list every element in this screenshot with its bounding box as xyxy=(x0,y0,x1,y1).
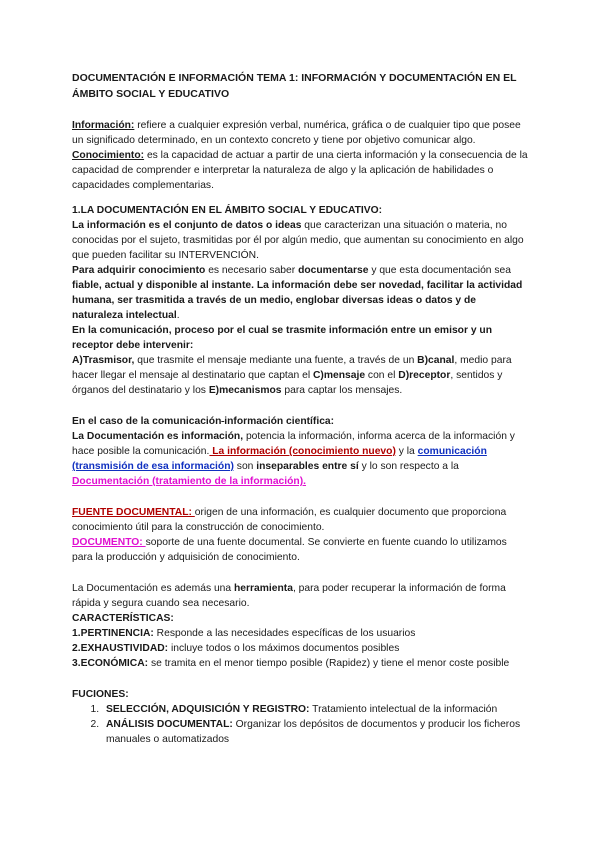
document-page xyxy=(72,70,528,747)
list-item xyxy=(102,702,528,717)
bold-text: documentarse xyxy=(298,265,369,276)
item-text: Responde a las necesidades específicas de los usuarios xyxy=(153,628,416,639)
text: potencia la información, informa acerca de la información y hace posible la comunicación. xyxy=(72,431,515,457)
text: y la xyxy=(395,446,418,457)
item-term: 3.ECONÓMICA: xyxy=(72,658,149,669)
heading-text: información científica: xyxy=(224,416,335,427)
item-text: incluye todos o los máximos documentos posibles xyxy=(168,643,400,654)
definition-text: refiere a cualquier expresión verbal, numérica, gráfica o de cualquier tipo que posee un significado determinado, en un contexto concreto y tiene por objetivo comunicar algo. xyxy=(72,120,521,146)
text: , medio para hacer llegar el mensaje al destinatario que captan el xyxy=(72,355,512,381)
definition-conocimiento xyxy=(72,148,528,193)
text: , para poder recuperar la información de forma rápida y segura cuando sea necesario. xyxy=(72,583,506,609)
bold-text: fiable, actual y disponible al instante. La información debe ser novedad, facilitar la actividad humana, ser trasmitida a través de un medio, englobar diversas ideas o datos y de naturaleza intelectual xyxy=(72,280,523,321)
paragraph xyxy=(72,429,528,489)
item-text: Tratamiento intelectual de la información xyxy=(309,704,498,715)
text: es necesario saber xyxy=(205,265,299,276)
list-item xyxy=(72,656,528,671)
highlight-magenta: Documentación (tratamiento de la información). xyxy=(72,476,306,487)
text: con el xyxy=(365,370,399,381)
item-text: Organizar los depósitos de documentos y producir los ficheros manuales o automatizados xyxy=(106,719,521,745)
bold-text: D)receptor xyxy=(398,370,451,381)
definition-text: es la capacidad de actuar a partir de una cierta información y la consecuencia de la capacidad de comprender e interpretar la naturaleza de algo y la aplicación de habilidades o capacidades complementarias. xyxy=(72,150,528,191)
heading-text: En el caso de la comunicación xyxy=(72,416,222,427)
term-conocimiento: Conocimiento: xyxy=(72,150,145,161)
bold-text: inseparables entre sí xyxy=(256,461,359,472)
paragraph xyxy=(72,353,528,398)
bold-text: A)Trasmisor, xyxy=(72,355,135,366)
text: y que esta documentación sea xyxy=(368,265,511,276)
paragraph: En la comunicación, proceso por el cual se trasmite información entre un emisor y un receptor debe intervenir: xyxy=(72,325,492,351)
bold-text: B)canal xyxy=(417,355,455,366)
text: . xyxy=(176,310,180,321)
section-heading-1: 1.LA DOCUMENTACIÓN EN EL ÁMBITO SOCIAL Y EDUCATIVO: xyxy=(72,205,383,216)
item-text: se tramita en el menor tiempo posible (Rapidez) y tiene el menor coste posible xyxy=(148,658,510,669)
term-informacion: Información: xyxy=(72,120,135,131)
text: La Documentación es además una xyxy=(72,583,234,594)
bold-text: La Documentación es información, xyxy=(72,431,244,442)
item-term: SELECCIÓN, ADQUISICIÓN Y REGISTRO: xyxy=(106,704,310,715)
paragraph xyxy=(72,218,528,263)
bold-text: E)mecanismos xyxy=(208,385,282,396)
highlight-red: La información (conocimiento nuevo) xyxy=(209,446,396,457)
term-documento: DOCUMENTO: xyxy=(72,537,146,548)
item-term: 2.EXHAUSTIVIDAD: xyxy=(72,643,169,654)
list-item xyxy=(72,641,528,656)
definition-fuente-documental xyxy=(72,505,528,535)
paragraph xyxy=(72,263,528,323)
section-heading-2 xyxy=(72,414,528,429)
text: que caracterizan una situación o materia, no conocidas por el sujeto, trasmitidas por él por algún medio, que aumentan su conocimiento en algo que pueden facilitar su INTERVENCIÓN. xyxy=(72,220,524,261)
section-heading-funciones: FUCIONES: xyxy=(72,689,129,700)
term-fuente-documental: FUENTE DOCUMENTAL: xyxy=(72,507,195,518)
functions-list xyxy=(72,702,528,747)
bold-text: La información es el conjunto de datos o ideas xyxy=(72,220,302,231)
bold-text: C)mensaje xyxy=(312,370,366,381)
text: , sentidos y órganos del destinatario y los xyxy=(72,370,503,396)
definition-documento xyxy=(72,535,528,565)
item-term: ANÁLISIS DOCUMENTAL: xyxy=(106,719,233,730)
text: que trasmite el mensaje mediante una fuente, a través de un xyxy=(134,355,418,366)
text: son xyxy=(233,461,257,472)
text: para captar los mensajes. xyxy=(281,385,403,396)
paragraph xyxy=(72,581,528,611)
list-item xyxy=(72,626,528,641)
bold-text: herramienta xyxy=(234,583,293,594)
definition-text: origen de una información, es cualquier documento que proporciona conocimiento útil para la construcción de conocimiento. xyxy=(72,507,507,533)
item-term: 1.PERTINENCIA: xyxy=(72,628,154,639)
bold-text: Para adquirir conocimiento xyxy=(72,265,206,276)
section-heading-caracteristicas: CARACTERÍSTICAS: xyxy=(72,613,174,624)
definition-text: soporte de una fuente documental. Se convierte en fuente cuando lo utilizamos para la producción y adquisición de conocimiento. xyxy=(72,537,507,563)
definition-informacion xyxy=(72,118,528,148)
highlight-blue: comunicación (transmisión de esa información) xyxy=(72,446,487,472)
list-item xyxy=(102,717,528,747)
document-title: DOCUMENTACIÓN E INFORMACIÓN TEMA 1: INFORMACIÓN Y DOCUMENTACIÓN EN EL ÁMBITO SOCIAL Y EDUCATIVO xyxy=(72,72,517,100)
text: y lo son respecto a la xyxy=(358,461,459,472)
